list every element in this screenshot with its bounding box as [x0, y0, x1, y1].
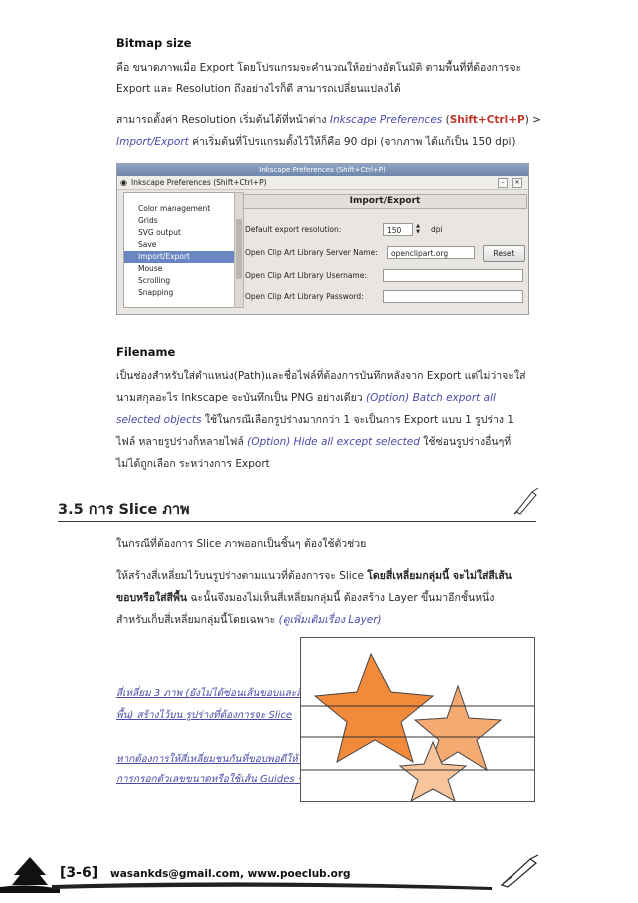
resolution-input[interactable]: 150 [383, 223, 413, 236]
filename-line3 [116, 410, 514, 431]
footer-contact: wasankds@gmail.com, www.poeclub.org [110, 868, 351, 880]
bitmap-para-line1: คือ ขนาดภาพเมื่อ Export โดยโปรแกรมจะคำนวณให้อย่างอัตโนมัติ ตามพื้นที่ที่ต้องการจะ [116, 62, 522, 74]
quill-pen-icon [500, 853, 540, 889]
inkscape-preferences-ref: Inkscape Preferences [329, 114, 443, 126]
preferences-dialog-screenshot [116, 163, 529, 315]
server-name-input[interactable]: openclipart.org [387, 246, 475, 259]
slice-para2-line3 [116, 610, 382, 631]
filename-heading: Filename [116, 345, 176, 359]
minimize-icon[interactable]: – [498, 178, 508, 188]
server-name-label: Open Clip Art Library Server Name: [245, 248, 378, 257]
section-heading-slice [58, 498, 536, 522]
resolution-line2 [116, 132, 516, 153]
slice-para2-line1 [116, 566, 512, 587]
category-color-management[interactable]: Color management [138, 204, 211, 213]
paren-open: ( [442, 114, 450, 126]
inkscape-logo-icon [0, 853, 60, 893]
slice-p2-bold2: ขอบหรือใส่สีพื้น [116, 592, 188, 604]
category-mouse[interactable]: Mouse [138, 264, 163, 273]
category-grids[interactable]: Grids [138, 216, 158, 225]
dpi-unit-label: dpi [431, 225, 443, 234]
page-footer [0, 853, 638, 893]
close-icon[interactable]: ✕ [512, 178, 522, 188]
password-label: Open Clip Art Library Password: [245, 292, 364, 301]
filename-line4-tail: ใช้ซ่อนรูปร่างอื่นๆที่ [419, 436, 512, 448]
caption2-line1: หากต้องการให้สี่เหลี่ยมชนกันที่ขอบพอดีให้ใช้ [116, 754, 310, 765]
dialog-title-bar: Inkscape Preferences (Shift+Ctrl+P) [117, 164, 528, 176]
layer-reference: (ดูเพิ่มเติมเรื่อง Layer) [278, 614, 382, 626]
category-snapping[interactable]: Snapping [138, 288, 174, 297]
category-scrolling[interactable]: Scrolling [138, 276, 171, 285]
username-input[interactable] [383, 269, 523, 282]
scrollbar-thumb[interactable] [236, 219, 242, 279]
slice-section-title: 3.5 การ Slice ภาพ [58, 502, 190, 518]
slice-p2-text: ให้สร้างสี่เหลี่ยมไว้บนรูปร่างตามแนวที่ต้องการจะ Slice [116, 570, 368, 582]
filename-line2-text: นามสกุลอะไร Inkscape จะบันทึกเป็น PNG อย่างเดียว [116, 392, 366, 404]
shortcut-text: Shift+Ctrl+P [449, 114, 525, 126]
bitmap-para-line2: Export และ Resolution ถึงอย่างไรก็ดี สามารถเปลี่ยนแปลงได้ [116, 83, 401, 95]
preferences-category-list [123, 192, 235, 308]
category-save[interactable]: Save [138, 240, 157, 249]
dialog-menu-title: Inkscape Preferences (Shift+Ctrl+P) [131, 178, 267, 187]
batch-export-option: (Option) Batch export all [366, 392, 496, 404]
slice-p2-text3: สำหรับเก็บสี่เหลี่ยมกลุ่มนี้โดยเฉพาะ [116, 614, 279, 626]
selected-objects-text: selected objects [116, 414, 202, 426]
stars-slice-illustration [300, 637, 535, 802]
caption1-line1: สี่เหลี่ยม 3 ภาพ (ยังไม่ได้ซ่อนเส้นขอบและสี [116, 688, 303, 699]
reset-button[interactable]: Reset [483, 245, 525, 262]
slice-para1: ในกรณีที่ต้องการ Slice ภาพออกเป็นชิ้นๆ ต้องใช้ตัวช่วย [116, 538, 367, 550]
resolution-line1 [116, 110, 541, 131]
res-default-text: ค่าเริ่มต้นที่โปรแกรมตั้งไว้ให้ก็คือ 90 dpi (จากภาพ ได้แก้เป็น 150 dpi) [188, 136, 516, 148]
inkscape-icon: ◉ [120, 178, 127, 187]
res-text: สามารถตั้งค่า Resolution เริ่มต้นได้ที่หน้าต่าง [116, 114, 330, 126]
filename-line4-text: ไฟล์ หลายรูปร่างก็หลายไฟล์ [116, 436, 248, 448]
dialog-menu-bar [117, 176, 528, 190]
filename-line1: เป็นช่องสำหรับใส่ตำแหน่ง(Path)และชื่อไฟล์ที่ต้องการบันทึกหลังจาก Export แต่ไม่ว่าจะใส่ [116, 370, 526, 382]
filename-line4 [116, 432, 511, 453]
resolution-spinner-icon[interactable]: ▲ ▼ [416, 223, 420, 235]
slice-p2-text2: ฉะนั้นจึงมองไม่เห็นสี่เหลี่ยมกลุ่มนี้ ต้องสร้าง Layer ขึ้นมาอีกชั้นหนึ่ง [187, 592, 495, 604]
password-input[interactable] [383, 290, 523, 303]
caption1-line2: พื้น) สร้างไว้บน รูปร่างที่ต้องการจะ Slice [116, 710, 293, 721]
filename-line5: ไม่ได้ถูกเลือก ระหว่างการ Export [116, 458, 270, 470]
hide-all-option: (Option) Hide all except selected [247, 436, 420, 448]
paren-close: ) > [524, 114, 541, 126]
username-label: Open Clip Art Library Username: [245, 271, 367, 280]
pen-icon [512, 486, 540, 516]
category-svg-output[interactable]: SVG output [138, 228, 181, 237]
slice-para2-line2 [116, 588, 494, 609]
import-export-panel [243, 194, 527, 312]
default-export-resolution-label: Default export resolution: [245, 225, 342, 234]
panel-title: Import/Export [243, 194, 527, 209]
filename-line2 [116, 388, 496, 409]
import-export-ref: Import/Export [116, 136, 189, 148]
slice-p2-bold: โดยสี่เหลี่ยมกลุ่มนี้ จะไม่ใส่สีเส้น [367, 570, 512, 582]
bitmap-size-heading: Bitmap size [116, 36, 192, 50]
filename-line3-text: ใช้ในกรณีเลือกรูปร่างมากกว่า 1 จะเป็นการ Export แบบ 1 รูปร่าง 1 [201, 414, 515, 426]
caption2-line2: การกรอกตัวเลขขนาดหรือใช้เส้น Guides ช่วย [116, 774, 316, 785]
footer-ink-stroke [52, 879, 492, 891]
page-number: [3-6] [60, 865, 99, 881]
star-large [315, 654, 433, 762]
category-import-export[interactable]: Import/Export [124, 251, 234, 263]
